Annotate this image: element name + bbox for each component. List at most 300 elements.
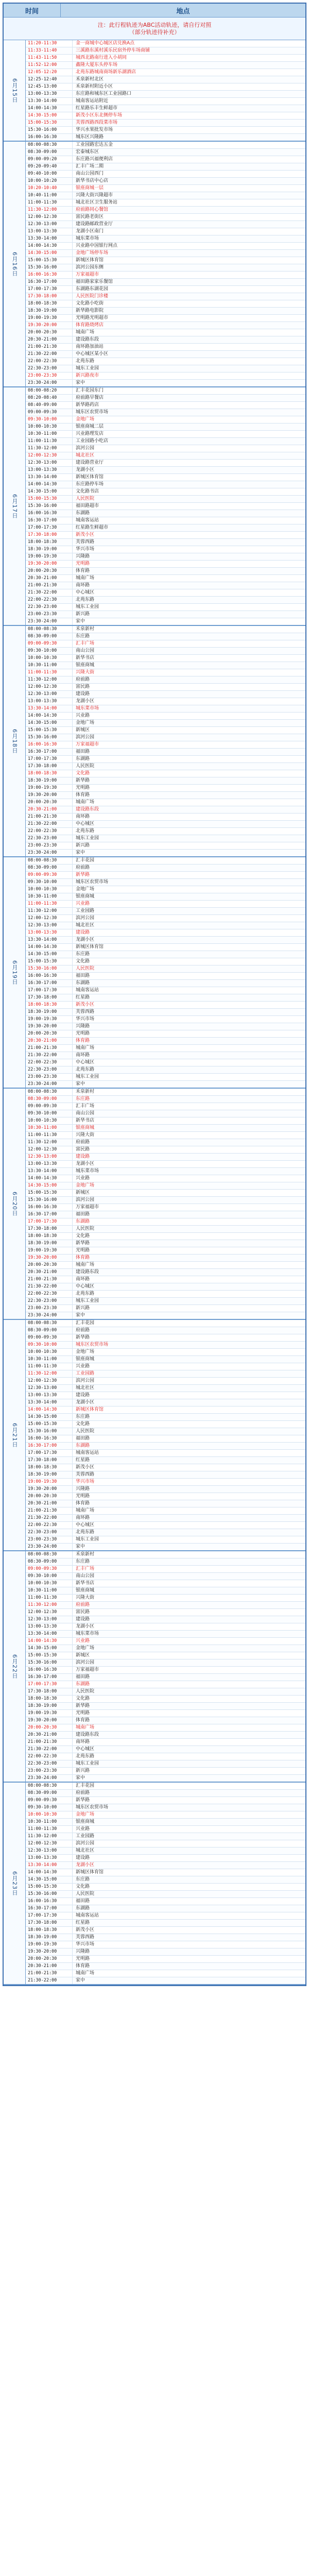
place-cell: 城北社区 [76,453,95,458]
place-cell: 城南广场 [76,330,95,335]
place-cell: 东湖路 [76,511,90,516]
place-cell: 龙湖小区 [76,467,95,472]
time-cell: 08:00-08:30 [26,1551,73,1558]
row-list [26,40,305,141]
table-row [26,1363,305,1370]
table-row [26,1746,305,1753]
table-row [26,1406,305,1414]
time-cell: 20:30-21:00 [26,1038,73,1044]
table-row [26,539,305,546]
place-cell: 家中 [76,1081,85,1087]
time-cell: 17:00-17:30 [26,1681,73,1688]
time-cell: 11:00-11:30 [26,669,73,676]
time-cell: 14:30-15:00 [26,112,73,119]
place-cell: 文化路 [76,1696,90,1701]
place-cell: 建设路 [76,1617,90,1622]
time-cell: 19:30-20:00 [26,561,73,567]
place-cell: 北苑东路 [76,1291,95,1296]
table-row [26,1471,305,1479]
time-cell: 08:30-09:00 [26,1558,73,1565]
time-cell: 21:00-21:30 [26,1276,73,1283]
table-row [26,618,305,625]
time-cell: 08:30-09:00 [26,633,73,640]
table-row [26,178,305,185]
table-row [26,1710,305,1717]
place-cell: 禾泉新村北区 [76,77,104,82]
place-cell: 红星路 [76,1458,90,1463]
time-cell: 20:00-20:30 [26,1262,73,1268]
table-row [26,438,305,445]
time-cell: 14:00-14:30 [26,105,73,112]
time-cell: 13:00-13:30 [26,929,73,936]
table-row [26,1645,305,1652]
place-cell: 府前路 [76,865,90,870]
place-cell: 新华路 [76,1703,90,1708]
table-row [26,850,305,856]
place-cell: 南环路 [76,1515,90,1520]
place-cell: 城东工业园 [76,1537,99,1542]
table-row [26,163,305,171]
place-cell: 银座商城二层 [76,424,104,429]
time-cell: 12:30-13:00 [26,1616,73,1623]
table-row [26,842,305,850]
table-row [26,893,305,901]
time-cell: 08:30-09:00 [26,865,73,871]
table-row [26,243,305,250]
place-cell: 兴隆路 [76,554,90,559]
place-cell: 银座商城 [76,1588,95,1593]
time-cell: 20:30-21:00 [26,575,73,582]
place-cell: 金地广场 [76,1183,95,1188]
place-cell: 东庄路兴福便利店 [76,157,113,162]
table-row [26,698,305,705]
table-row [26,879,305,886]
table-row [26,1819,305,1826]
time-cell: 15:00-15:30 [26,1884,73,1890]
table-row [26,221,305,228]
place-cell: 府前路 [76,1790,90,1795]
place-cell: 南山公园西门 [76,171,104,176]
time-cell: 12:45-13:00 [26,83,73,90]
table-row [26,1110,305,1117]
table-row [26,1674,305,1681]
time-cell: 17:30-18:00 [26,293,73,300]
table-row [26,1457,305,1464]
time-cell: 17:00-17:30 [26,524,73,531]
time-cell: 11:20-11:30 [26,40,73,47]
place-cell: 万家福超市 [76,1667,99,1672]
place-cell: 东庄路和城东区工业园路口 [76,91,132,96]
time-cell: 14:30-15:00 [26,1876,73,1883]
time-cell: 12:30-13:00 [26,1154,73,1160]
time-cell: 22:30-23:00 [26,1066,73,1073]
time-cell: 11:30-12:00 [26,1833,73,1840]
place-cell: 体育路 [76,1501,90,1506]
place-cell: 城南广场 [76,800,95,805]
table-row [26,908,305,915]
table-row [26,1573,305,1580]
time-cell: 18:00-18:30 [26,1464,73,1471]
time-cell: 11:00-11:30 [26,1595,73,1601]
row-list [26,1551,305,1782]
table-row [26,1211,305,1218]
time-cell: 17:30-18:00 [26,994,73,1001]
place-cell: 南山公园 [76,648,95,653]
time-cell: 08:00-08:30 [26,1320,73,1327]
time-cell: 22:30-23:00 [26,365,73,372]
time-cell: 18:30-19:00 [26,1471,73,1478]
table-row [26,1595,305,1602]
table-row [26,1023,305,1030]
table-row [26,734,305,741]
table-row [26,684,305,691]
time-cell: 10:30-11:00 [26,662,73,669]
table-row [26,532,305,539]
place-cell: 万家福超市 [76,272,99,277]
table-row [26,91,305,98]
time-cell: 13:30-14:00 [26,474,73,481]
row-list [26,387,305,625]
table-row [26,1356,305,1363]
place-cell: 龙湖小区 [76,1624,95,1629]
time-cell: 17:00-17:30 [26,1218,73,1225]
time-cell: 16:00-16:30 [26,1204,73,1211]
time-cell: 17:00-17:30 [26,1450,73,1456]
place-cell: 文化路 [76,1421,90,1427]
time-cell: 20:00-20:30 [26,568,73,574]
time-cell: 13:00-13:30 [26,698,73,705]
place-cell: 体育路 [76,1038,90,1043]
table-row [26,228,305,235]
time-cell: 16:00-16:30 [26,134,73,141]
table-row [26,676,305,684]
time-cell: 14:00-14:30 [26,713,73,719]
time-cell: 14:00-14:30 [26,1406,73,1413]
place-cell: 兴业路中国银行网点 [76,243,118,248]
time-cell: 21:00-21:30 [26,1045,73,1052]
place-cell: 华兴市场 [76,1479,95,1484]
place-cell: 兴业路 [76,1638,90,1643]
time-cell: 09:30-10:00 [26,416,73,423]
table-row [26,814,305,821]
time-cell: 19:30-20:00 [26,1023,73,1030]
table-row [26,1349,305,1356]
place-cell: 城北社区 [76,923,95,928]
place-cell: 东庄路 [76,952,90,957]
table-row [26,1522,305,1529]
table-row [26,1623,305,1631]
table-row [26,1616,305,1623]
date-cell: 6月23日 [4,1783,26,1984]
place-cell: 建设路东段 [76,807,99,812]
place-cell: 南环路 [76,814,90,819]
table-row [26,828,305,835]
place-cell: 宏泰城东区 [76,149,99,155]
place-cell: 南山公园 [76,1111,95,1116]
table-row [26,1558,305,1566]
time-cell: 10:30-11:00 [26,1125,73,1131]
table-row [26,720,305,727]
place-cell: 芙蓉西路 [76,1472,95,1477]
table-row [26,1580,305,1587]
time-cell: 21:30-22:00 [26,351,73,358]
time-cell: 19:30-20:00 [26,1717,73,1724]
place-cell: 南环路 [76,1053,90,1058]
time-cell: 13:30-14:00 [26,1399,73,1406]
time-cell: 19:00-19:30 [26,1710,73,1717]
place-cell: 禾泉新村附近小区 [76,84,113,89]
table-row [26,1587,305,1595]
time-cell: 23:30-24:00 [26,380,73,386]
time-cell: 14:00-14:30 [26,243,73,249]
time-cell: 09:00-09:30 [26,1797,73,1804]
date-cell: 6月15日 [4,40,26,141]
place-cell: 金地广场 [76,1646,95,1651]
time-cell: 18:00-18:30 [26,1696,73,1702]
table-row [26,402,305,409]
time-cell: 15:00-15:30 [26,120,73,126]
place-cell: 城南广场 [76,1971,95,1976]
place-cell: 新城区体育馆 [76,474,104,480]
table-row [26,199,305,207]
place-cell: 华兴市场 [76,1942,95,1947]
place-cell: 南环路 [76,1277,90,1282]
place-cell: 家中 [76,1978,85,1983]
table-row [26,886,305,893]
date-group [4,40,305,142]
table-row [26,1920,305,1927]
place-cell: 东湖路东湖花园 [76,286,109,292]
table-row [26,568,305,575]
place-cell: 银座商城一层 [76,185,104,191]
table-row [26,1681,305,1688]
time-cell: 19:30-20:00 [26,322,73,329]
table-row [26,1927,305,1934]
time-cell: 18:00-18:30 [26,539,73,546]
table-row [26,1934,305,1941]
table-row [26,1089,305,1096]
table-row [26,272,305,279]
place-cell: 金地广场 [76,417,95,422]
table-row [26,1941,305,1948]
table-row [26,517,305,524]
table-row [26,1659,305,1667]
place-cell: 金地广场 [76,1349,95,1354]
time-cell: 22:30-23:00 [26,1529,73,1536]
place-cell: 人民医院 [76,966,95,971]
time-cell: 21:00-21:30 [26,1970,73,1977]
place-cell: 芙蓉西路西段菜市场 [76,120,118,125]
time-cell: 20:00-20:30 [26,1956,73,1962]
place-cell: 建设路东段 [76,1732,99,1737]
time-cell: 11:43-11:50 [26,55,73,61]
time-cell: 19:30-20:00 [26,1486,73,1493]
time-cell: 22:30-23:00 [26,1298,73,1304]
table-row [26,76,305,83]
place-cell: 中心城区某小区 [76,351,109,357]
time-cell: 12:30-13:00 [26,460,73,466]
time-cell: 20:30-21:00 [26,1269,73,1276]
time-cell: 22:00-22:30 [26,828,73,835]
date-group [4,1783,305,1985]
table-row [26,1493,305,1500]
place-cell: 建设路 [76,1855,90,1860]
place-cell: 建设路东段 [76,337,99,342]
date-cell: 6月17日 [4,387,26,625]
time-cell: 17:00-17:30 [26,756,73,762]
time-cell: 20:30-21:00 [26,336,73,343]
place-cell: 光明路 [76,1494,90,1499]
time-cell: 18:30-19:00 [26,546,73,553]
place-cell: 东庄路 [76,1877,90,1882]
place-cell: 人民医院 [76,1891,95,1896]
place-cell: 汇丰花园 [76,1320,95,1326]
place-cell: 银座商城 [76,663,95,668]
place-cell: 城东区农贸市场 [76,879,109,885]
table-row [26,1392,305,1399]
time-cell: 22:00-22:30 [26,1753,73,1760]
time-cell: 08:30-09:00 [26,1327,73,1334]
time-cell: 16:00-16:30 [26,973,73,979]
place-cell: 文化路 [76,771,90,776]
place-cell: 新茂小区 [76,1002,95,1007]
place-cell: 府前路早餐店 [76,395,104,400]
place-cell: 新城区体育馆 [76,1870,104,1875]
place-cell: 中心城区 [76,590,95,595]
time-cell: 22:00-22:30 [26,1291,73,1297]
place-cell: 新华路 [76,872,90,877]
place-cell: 兴业路 [76,1826,90,1832]
place-cell: 滨河公园 [76,1660,95,1665]
table-row [26,1977,305,1984]
date-group [4,1320,305,1551]
table-row [26,308,305,315]
place-cell: 东庄路停车场 [76,482,104,487]
time-cell: 11:00-11:30 [26,1363,73,1370]
table-row [26,40,305,47]
place-cell: 万家福超市 [76,1205,99,1210]
table-row [26,250,305,257]
place-cell: 中心城区 [76,1060,95,1065]
table-row [26,980,305,987]
time-cell: 23:00-23:30 [26,372,73,379]
time-cell: 18:00-18:30 [26,770,73,777]
time-cell: 14:00-14:30 [26,1175,73,1182]
place-cell: 滨河公园 [76,1378,95,1383]
time-cell: 11:30-12:00 [26,908,73,914]
table-row [26,235,305,243]
place-cell: 城南客运站 [76,1913,99,1918]
place-cell: 新兴路夜市 [76,373,99,378]
table-row [26,62,305,69]
place-cell: 城南客运站 [76,518,99,523]
table-row [26,358,305,365]
table-row [26,431,305,438]
date-cell: 6月21日 [4,1320,26,1550]
place-cell: 新城区体育馆 [76,1407,104,1412]
time-cell: 16:00-16:30 [26,1898,73,1905]
table-row [26,1298,305,1305]
place-cell: 滨河公园 [76,1197,95,1202]
table-row [26,1768,305,1775]
table-row [26,185,305,192]
table-row [26,1161,305,1168]
place-cell: 城北社区 [76,1385,95,1391]
place-cell: 汇丰花园 [76,858,95,863]
time-cell: 16:30-17:00 [26,1443,73,1449]
table-row [26,105,305,112]
time-cell: 08:20-08:40 [26,395,73,401]
place-cell: 府前路 [76,1140,90,1145]
table-row [26,1912,305,1920]
table-row [26,1905,305,1912]
time-cell: 15:00-15:30 [26,496,73,502]
time-cell: 11:00-11:30 [26,438,73,445]
table-row [26,293,305,300]
date-group [4,1551,305,1783]
time-cell: 08:00-08:30 [26,1089,73,1095]
table-row [26,503,305,510]
table-row [26,329,305,336]
table-row [26,112,305,120]
place-cell: 建设路 [76,1154,90,1159]
table-row [26,452,305,460]
place-cell: 银座商城 [76,1125,95,1130]
time-cell: 16:00-16:30 [26,1435,73,1442]
time-cell: 23:00-23:30 [26,1768,73,1774]
table-row [26,987,305,994]
time-cell: 17:30-18:00 [26,1688,73,1695]
place-cell: 城南广场 [76,1262,95,1267]
table-row [26,994,305,1002]
place-cell: 北苑东路 [76,1067,95,1072]
table-body [4,40,305,1985]
time-cell: 14:30-15:00 [26,951,73,958]
table-row [26,257,305,264]
time-cell: 11:30-12:00 [26,207,73,213]
table-row [26,1753,305,1760]
table-row [26,351,305,358]
place-cell: 城东工业园 [76,836,99,841]
time-cell: 19:00-19:30 [26,315,73,321]
time-cell: 10:30-11:00 [26,431,73,437]
time-cell: 10:00-10:30 [26,655,73,662]
time-cell: 20:00-20:30 [26,799,73,806]
place-cell: 光明路 [76,1248,90,1253]
place-cell: 工业园路宏达五金 [76,142,113,147]
place-cell: 城南客运站附近 [76,98,109,104]
place-cell: 金地广场 [76,720,95,725]
time-cell: 15:30-16:00 [26,1197,73,1204]
time-cell: 11:00-11:30 [26,901,73,907]
place-cell: 城北社区卫生服务站 [76,200,118,205]
row-list [26,1320,305,1550]
time-cell: 15:00-15:30 [26,1190,73,1196]
time-cell: 21:00-21:30 [26,1739,73,1745]
time-cell: 12:30-13:00 [26,922,73,929]
table-row [26,1544,305,1550]
time-cell: 13:30-14:00 [26,1631,73,1637]
time-cell: 10:00-10:30 [26,1349,73,1355]
place-cell: 红星路生鲜超市 [76,525,109,530]
table-row [26,1204,305,1211]
place-cell: 新城区 [76,1190,90,1195]
time-cell: 23:00-23:30 [26,1536,73,1543]
time-cell: 10:30-11:00 [26,1587,73,1594]
table-row [26,1197,305,1204]
table-row [26,1811,305,1819]
table-row [26,1688,305,1696]
